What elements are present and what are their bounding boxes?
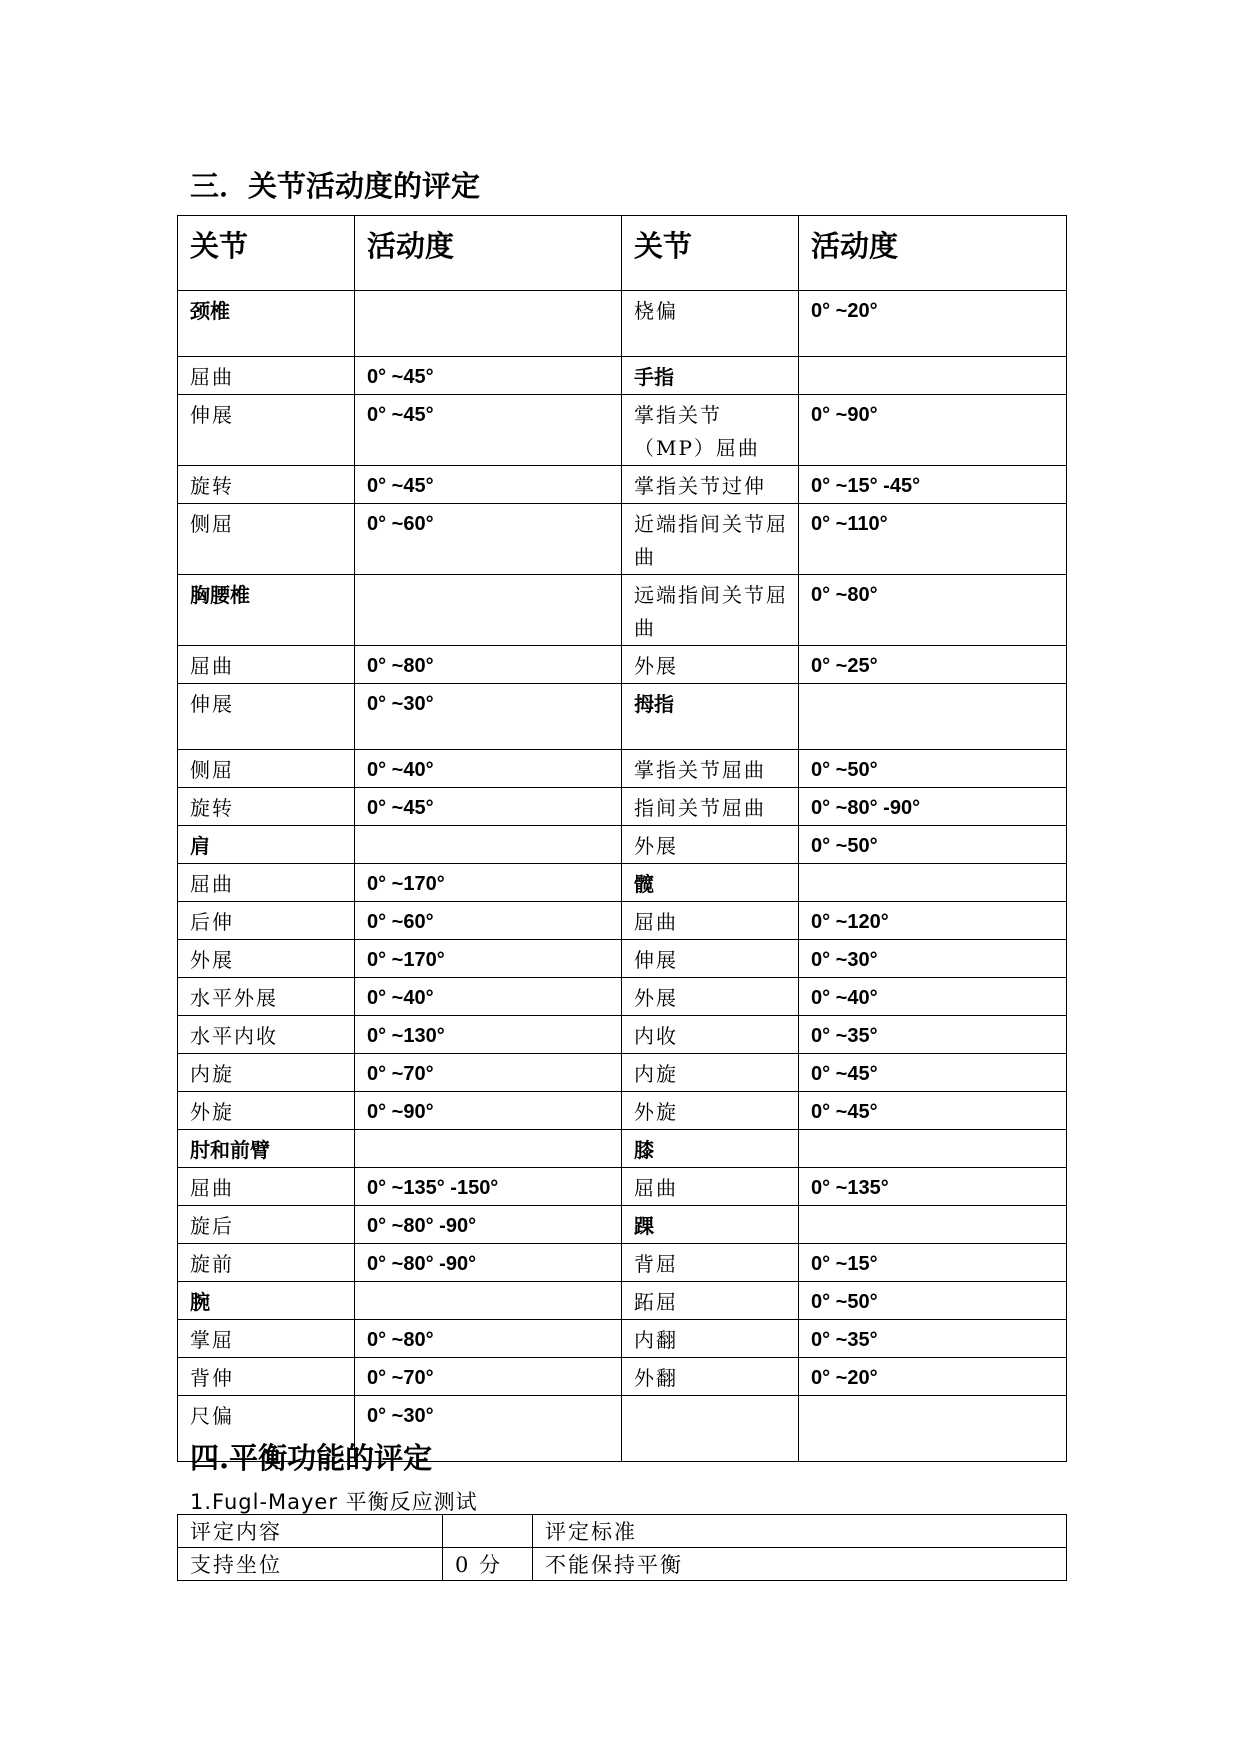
movement-left: 伸展: [178, 684, 355, 750]
rom-value-right: 0° ~50°: [799, 750, 1067, 788]
rom-value-left: 0° ~45°: [355, 466, 622, 504]
rom-value-left: 0° ~170°: [355, 940, 622, 978]
rom-value-right: 0° ~35°: [799, 1320, 1067, 1358]
rom-value-left: 0° ~130°: [355, 1016, 622, 1054]
movement-right: 掌指关节过伸: [622, 466, 799, 504]
rom-row: [178, 1244, 1067, 1282]
assessment-criteria: 评定标准: [533, 1515, 1067, 1548]
rom-value-left: [355, 291, 622, 357]
balance-row: [178, 1548, 1067, 1581]
rom-row: [178, 978, 1067, 1016]
rom-row: [178, 504, 1067, 575]
rom-value-left: 0° ~80° -90°: [355, 1244, 622, 1282]
rom-value-right: [799, 357, 1067, 395]
joint-group-right: 拇指: [622, 684, 799, 750]
movement-right: 外翻: [622, 1358, 799, 1396]
rom-value-left: 0° ~135° -150°: [355, 1168, 622, 1206]
rom-row: [178, 684, 1067, 750]
rom-row: [178, 1016, 1067, 1054]
rom-value-right: 0° ~110°: [799, 504, 1067, 575]
rom-value-right: 0° ~25°: [799, 646, 1067, 684]
rom-value-left: 0° ~80°: [355, 646, 622, 684]
balance-header-row: [178, 1515, 1067, 1548]
rom-value-right: 0° ~80° -90°: [799, 788, 1067, 826]
section4-title: 四.平衡功能的评定: [190, 1441, 433, 1475]
movement-right: 外展: [622, 978, 799, 1016]
movement-left: 侧屈: [178, 504, 355, 575]
rom-row: [178, 1282, 1067, 1320]
score: [443, 1515, 533, 1548]
movement-right: [622, 1396, 799, 1462]
score: 0 分: [443, 1548, 533, 1581]
rom-row: [178, 466, 1067, 504]
movement-right: 掌指关节屈曲: [622, 750, 799, 788]
rom-value-right: 0° ~135°: [799, 1168, 1067, 1206]
rom-row: [178, 1130, 1067, 1168]
rom-row: [178, 1206, 1067, 1244]
rom-value-right: [799, 1130, 1067, 1168]
rom-value-left: [355, 1282, 622, 1320]
movement-right: 桡偏: [622, 291, 799, 357]
movement-right: 屈曲: [622, 902, 799, 940]
rom-value-right: 0° ~35°: [799, 1016, 1067, 1054]
movement-left: 内旋: [178, 1054, 355, 1092]
movement-right: 外展: [622, 826, 799, 864]
movement-right: 伸展: [622, 940, 799, 978]
rom-value-left: 0° ~60°: [355, 902, 622, 940]
movement-right: 外旋: [622, 1092, 799, 1130]
rom-value-left: 0° ~45°: [355, 357, 622, 395]
rom-value-right: [799, 1396, 1067, 1462]
rom-value-left: 0° ~30°: [355, 1396, 622, 1462]
rom-value-left: 0° ~70°: [355, 1358, 622, 1396]
rom-row: [178, 788, 1067, 826]
rom-value-left: 0° ~45°: [355, 395, 622, 466]
movement-left: 屈曲: [178, 646, 355, 684]
rom-row: [178, 902, 1067, 940]
joint-group-right: 手指: [622, 357, 799, 395]
rom-value-right: 0° ~50°: [799, 826, 1067, 864]
header-joint-right: 关节: [622, 216, 799, 291]
movement-left: 外展: [178, 940, 355, 978]
joint-group-right: 髋: [622, 864, 799, 902]
section3-title: 三．关节活动度的评定: [190, 169, 481, 203]
movement-right: 外展: [622, 646, 799, 684]
movement-left: 旋前: [178, 1244, 355, 1282]
header-joint-left: 关节: [178, 216, 355, 291]
header-rom-left: 活动度: [355, 216, 622, 291]
movement-left: 旋后: [178, 1206, 355, 1244]
rom-value-right: 0° ~15°: [799, 1244, 1067, 1282]
rom-value-right: [799, 1206, 1067, 1244]
rom-row: [178, 1320, 1067, 1358]
rom-value-left: 0° ~30°: [355, 684, 622, 750]
rom-value-right: 0° ~80°: [799, 575, 1067, 646]
movement-right: 跖屈: [622, 1282, 799, 1320]
movement-left: 尺偏: [178, 1396, 355, 1462]
rom-row: [178, 395, 1067, 466]
movement-right: 背屈: [622, 1244, 799, 1282]
movement-left: 水平外展: [178, 978, 355, 1016]
rom-row: [178, 864, 1067, 902]
rom-value-left: 0° ~45°: [355, 788, 622, 826]
rom-value-left: 0° ~90°: [355, 1092, 622, 1130]
rom-value-left: 0° ~170°: [355, 864, 622, 902]
rom-row: [178, 1054, 1067, 1092]
rom-header-row: [178, 216, 1067, 291]
movement-left: 屈曲: [178, 357, 355, 395]
rom-value-left: 0° ~60°: [355, 504, 622, 575]
assessment-item: 评定内容: [178, 1515, 443, 1548]
header-rom-right: 活动度: [799, 216, 1067, 291]
assessment-item: 支持坐位: [178, 1548, 443, 1581]
rom-value-right: 0° ~90°: [799, 395, 1067, 466]
rom-row: [178, 750, 1067, 788]
rom-table: [177, 215, 1067, 1462]
joint-group-left: 肘和前臂: [178, 1130, 355, 1168]
rom-value-right: 0° ~40°: [799, 978, 1067, 1016]
movement-left: 水平内收: [178, 1016, 355, 1054]
movement-left: 掌屈: [178, 1320, 355, 1358]
movement-right: 内旋: [622, 1054, 799, 1092]
balance-table: [177, 1514, 1067, 1581]
movement-left: 侧屈: [178, 750, 355, 788]
rom-row: [178, 1168, 1067, 1206]
movement-left: 旋转: [178, 466, 355, 504]
movement-right: 内收: [622, 1016, 799, 1054]
movement-left: 旋转: [178, 788, 355, 826]
movement-left: 后伸: [178, 902, 355, 940]
assessment-criteria: 不能保持平衡: [533, 1548, 1067, 1581]
movement-left: 屈曲: [178, 1168, 355, 1206]
rom-row: [178, 357, 1067, 395]
rom-value-right: 0° ~15° -45°: [799, 466, 1067, 504]
rom-row: [178, 575, 1067, 646]
movement-left: 外旋: [178, 1092, 355, 1130]
joint-group-left: 肩: [178, 826, 355, 864]
rom-value-left: 0° ~40°: [355, 750, 622, 788]
rom-value-left: 0° ~40°: [355, 978, 622, 1016]
rom-value-left: 0° ~80°: [355, 1320, 622, 1358]
movement-left: 屈曲: [178, 864, 355, 902]
rom-value-right: 0° ~20°: [799, 1358, 1067, 1396]
joint-group-left: 胸腰椎: [178, 575, 355, 646]
rom-row: [178, 291, 1067, 357]
rom-value-right: 0° ~45°: [799, 1092, 1067, 1130]
movement-right: 掌指关节（MP）屈曲: [622, 395, 799, 466]
rom-value-left: [355, 826, 622, 864]
rom-value-right: 0° ~50°: [799, 1282, 1067, 1320]
joint-group-right: 膝: [622, 1130, 799, 1168]
joint-group-left: 腕: [178, 1282, 355, 1320]
rom-row: [178, 1092, 1067, 1130]
joint-group-left: 颈椎: [178, 291, 355, 357]
rom-value-left: [355, 575, 622, 646]
rom-value-left: [355, 1130, 622, 1168]
movement-right: 远端指间关节屈曲: [622, 575, 799, 646]
rom-value-right: 0° ~45°: [799, 1054, 1067, 1092]
rom-row: [178, 940, 1067, 978]
movement-right: 屈曲: [622, 1168, 799, 1206]
rom-value-left: 0° ~80° -90°: [355, 1206, 622, 1244]
joint-group-right: 踝: [622, 1206, 799, 1244]
rom-body: [178, 291, 1067, 1462]
rom-value-left: 0° ~70°: [355, 1054, 622, 1092]
rom-row: [178, 646, 1067, 684]
movement-left: 背伸: [178, 1358, 355, 1396]
rom-row: [178, 1358, 1067, 1396]
movement-right: 内翻: [622, 1320, 799, 1358]
rom-value-right: 0° ~30°: [799, 940, 1067, 978]
rom-value-right: [799, 684, 1067, 750]
rom-row: [178, 826, 1067, 864]
rom-value-right: 0° ~20°: [799, 291, 1067, 357]
movement-right: 近端指间关节屈曲: [622, 504, 799, 575]
balance-body: [178, 1515, 1067, 1581]
movement-right: 指间关节屈曲: [622, 788, 799, 826]
movement-left: 伸展: [178, 395, 355, 466]
balance-subtitle: 1.Fugl-Mayer 平衡反应测试: [190, 1490, 478, 1514]
rom-value-right: [799, 864, 1067, 902]
rom-value-right: 0° ~120°: [799, 902, 1067, 940]
